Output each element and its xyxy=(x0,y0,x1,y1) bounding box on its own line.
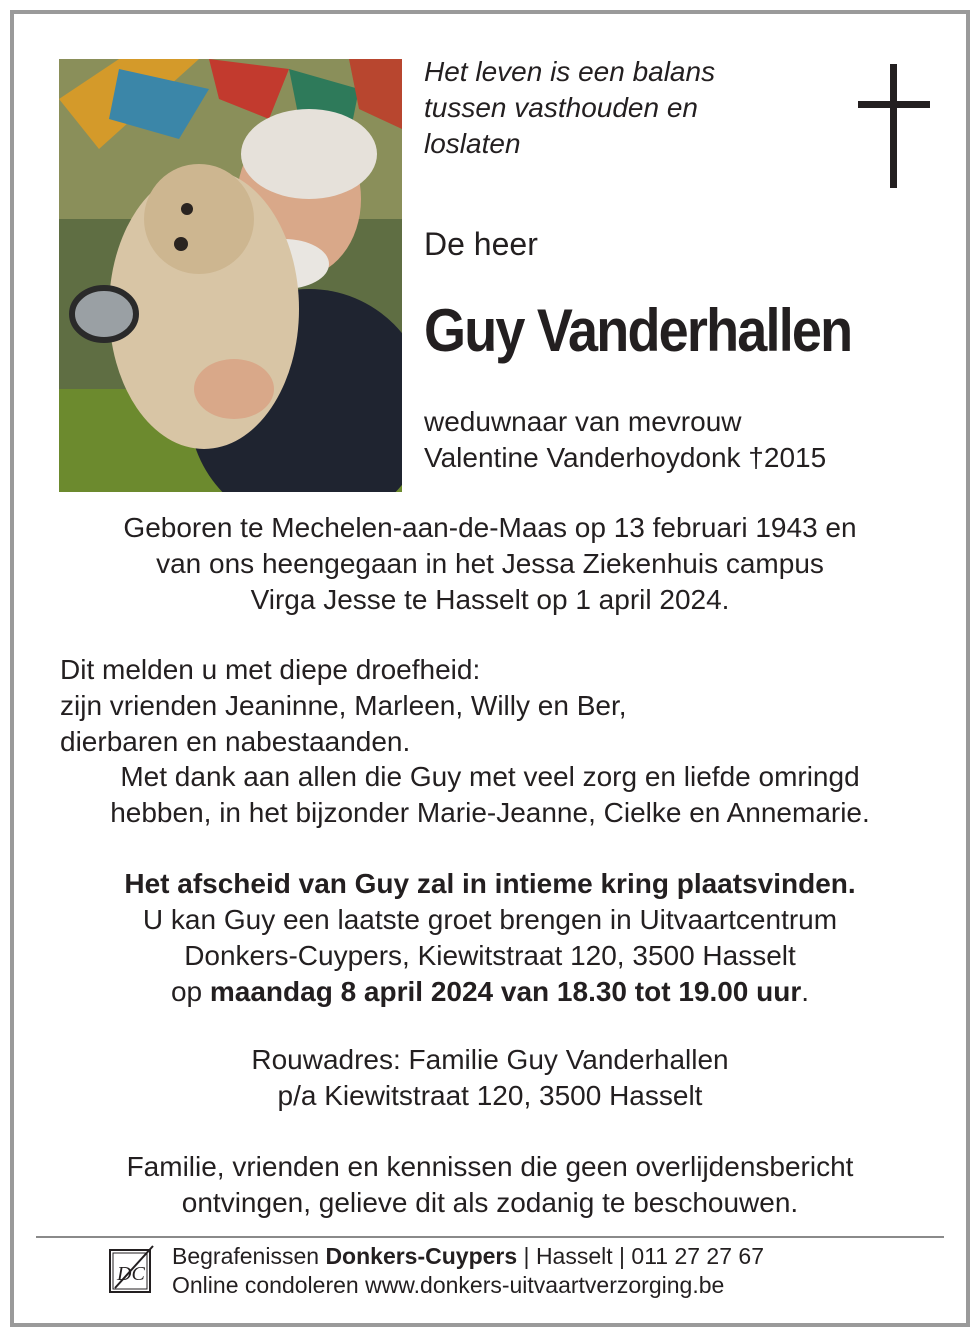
footer-prefix: Begrafenissen xyxy=(172,1243,326,1269)
cross-icon xyxy=(858,64,930,188)
address-line: p/a Kiewitstraat 120, 3500 Hasselt xyxy=(277,1080,703,1111)
footer-line-company xyxy=(172,1242,764,1271)
farewell-block xyxy=(30,866,950,1010)
spouse-line: weduwnaar van mevrouw xyxy=(424,406,742,437)
announcement-block xyxy=(60,652,920,760)
notice-line: Familie, vrienden en kennissen die geen overlijdensbericht xyxy=(126,1151,854,1182)
footer-divider xyxy=(36,1236,944,1238)
farewell-line: Donkers-Cuypers, Kiewitstraat 120, 3500 Hasselt xyxy=(184,940,796,971)
farewell-date: maandag 8 april 2024 van 18.30 tot 19.00 uur xyxy=(209,976,802,1007)
birth-death-details xyxy=(40,510,940,618)
logo-mark xyxy=(107,1244,155,1296)
thanks-line: hebben, in het bijzonder Marie-Jeanne, Cielke en Annemarie. xyxy=(110,797,870,828)
quote-line: tussen vasthouden en xyxy=(424,92,698,123)
farewell-date-line xyxy=(30,974,950,1010)
honorific-title: De heer xyxy=(424,226,538,262)
footer-separator: | xyxy=(612,1243,632,1269)
birth-line: Virga Jesse te Hasselt op 1 april 2024. xyxy=(250,584,730,615)
memorial-quote xyxy=(424,54,784,162)
funeral-home-footer xyxy=(172,1242,764,1300)
birth-line: Geboren te Mechelen-aan-de-Maas op 13 februari 1943 en xyxy=(123,512,857,543)
portrait-photo xyxy=(59,59,402,492)
logo-text: DC xyxy=(117,1263,145,1285)
portrait-illustration xyxy=(59,59,402,492)
announce-line: zijn vrienden Jeaninne, Marleen, Willy en Ber, xyxy=(60,690,627,721)
notice-block xyxy=(40,1149,940,1221)
footer-city: Hasselt xyxy=(535,1243,613,1269)
farewell-date-prefix: op xyxy=(170,976,210,1007)
spouse-info xyxy=(424,404,826,476)
footer-company: Donkers-Cuypers xyxy=(325,1243,518,1269)
address-line: Rouwadres: Familie Guy Vanderhallen xyxy=(251,1044,729,1075)
footer-phone: 011 27 27 67 xyxy=(631,1243,764,1269)
farewell-line: U kan Guy een laatste groet brengen in Uitvaartcentrum xyxy=(142,904,838,935)
quote-line: Het leven is een balans xyxy=(424,56,716,87)
announce-line: dierbaren en nabestaanden. xyxy=(60,726,411,757)
thanks-block xyxy=(40,759,940,831)
funeral-home-logo xyxy=(107,1244,155,1296)
birth-line: van ons heengegaan in het Jessa Ziekenhuis campus xyxy=(156,548,824,579)
farewell-heading: Het afscheid van Guy zal in intieme kring plaatsvinden. xyxy=(124,868,856,899)
quote-line: loslaten xyxy=(424,128,521,159)
footer-line-online xyxy=(172,1271,764,1300)
deceased-name: Guy Vanderhallen xyxy=(424,297,852,364)
footer-website-link[interactable]: www.donkers-uitvaartverzorging.be xyxy=(365,1272,725,1298)
notice-line: ontvingen, gelieve dit als zodanig te beschouwen. xyxy=(181,1187,799,1218)
announce-line: Dit melden u met diepe droefheid: xyxy=(60,654,481,685)
footer-online-label: Online condoleren xyxy=(172,1272,366,1298)
footer-separator: | xyxy=(517,1243,536,1269)
mourning-address xyxy=(40,1042,940,1114)
farewell-date-suffix: . xyxy=(801,976,810,1007)
thanks-line: Met dank aan allen die Guy met veel zorg en liefde omringd xyxy=(120,761,860,792)
spouse-line: Valentine Vanderhoydonk †2015 xyxy=(424,442,827,473)
